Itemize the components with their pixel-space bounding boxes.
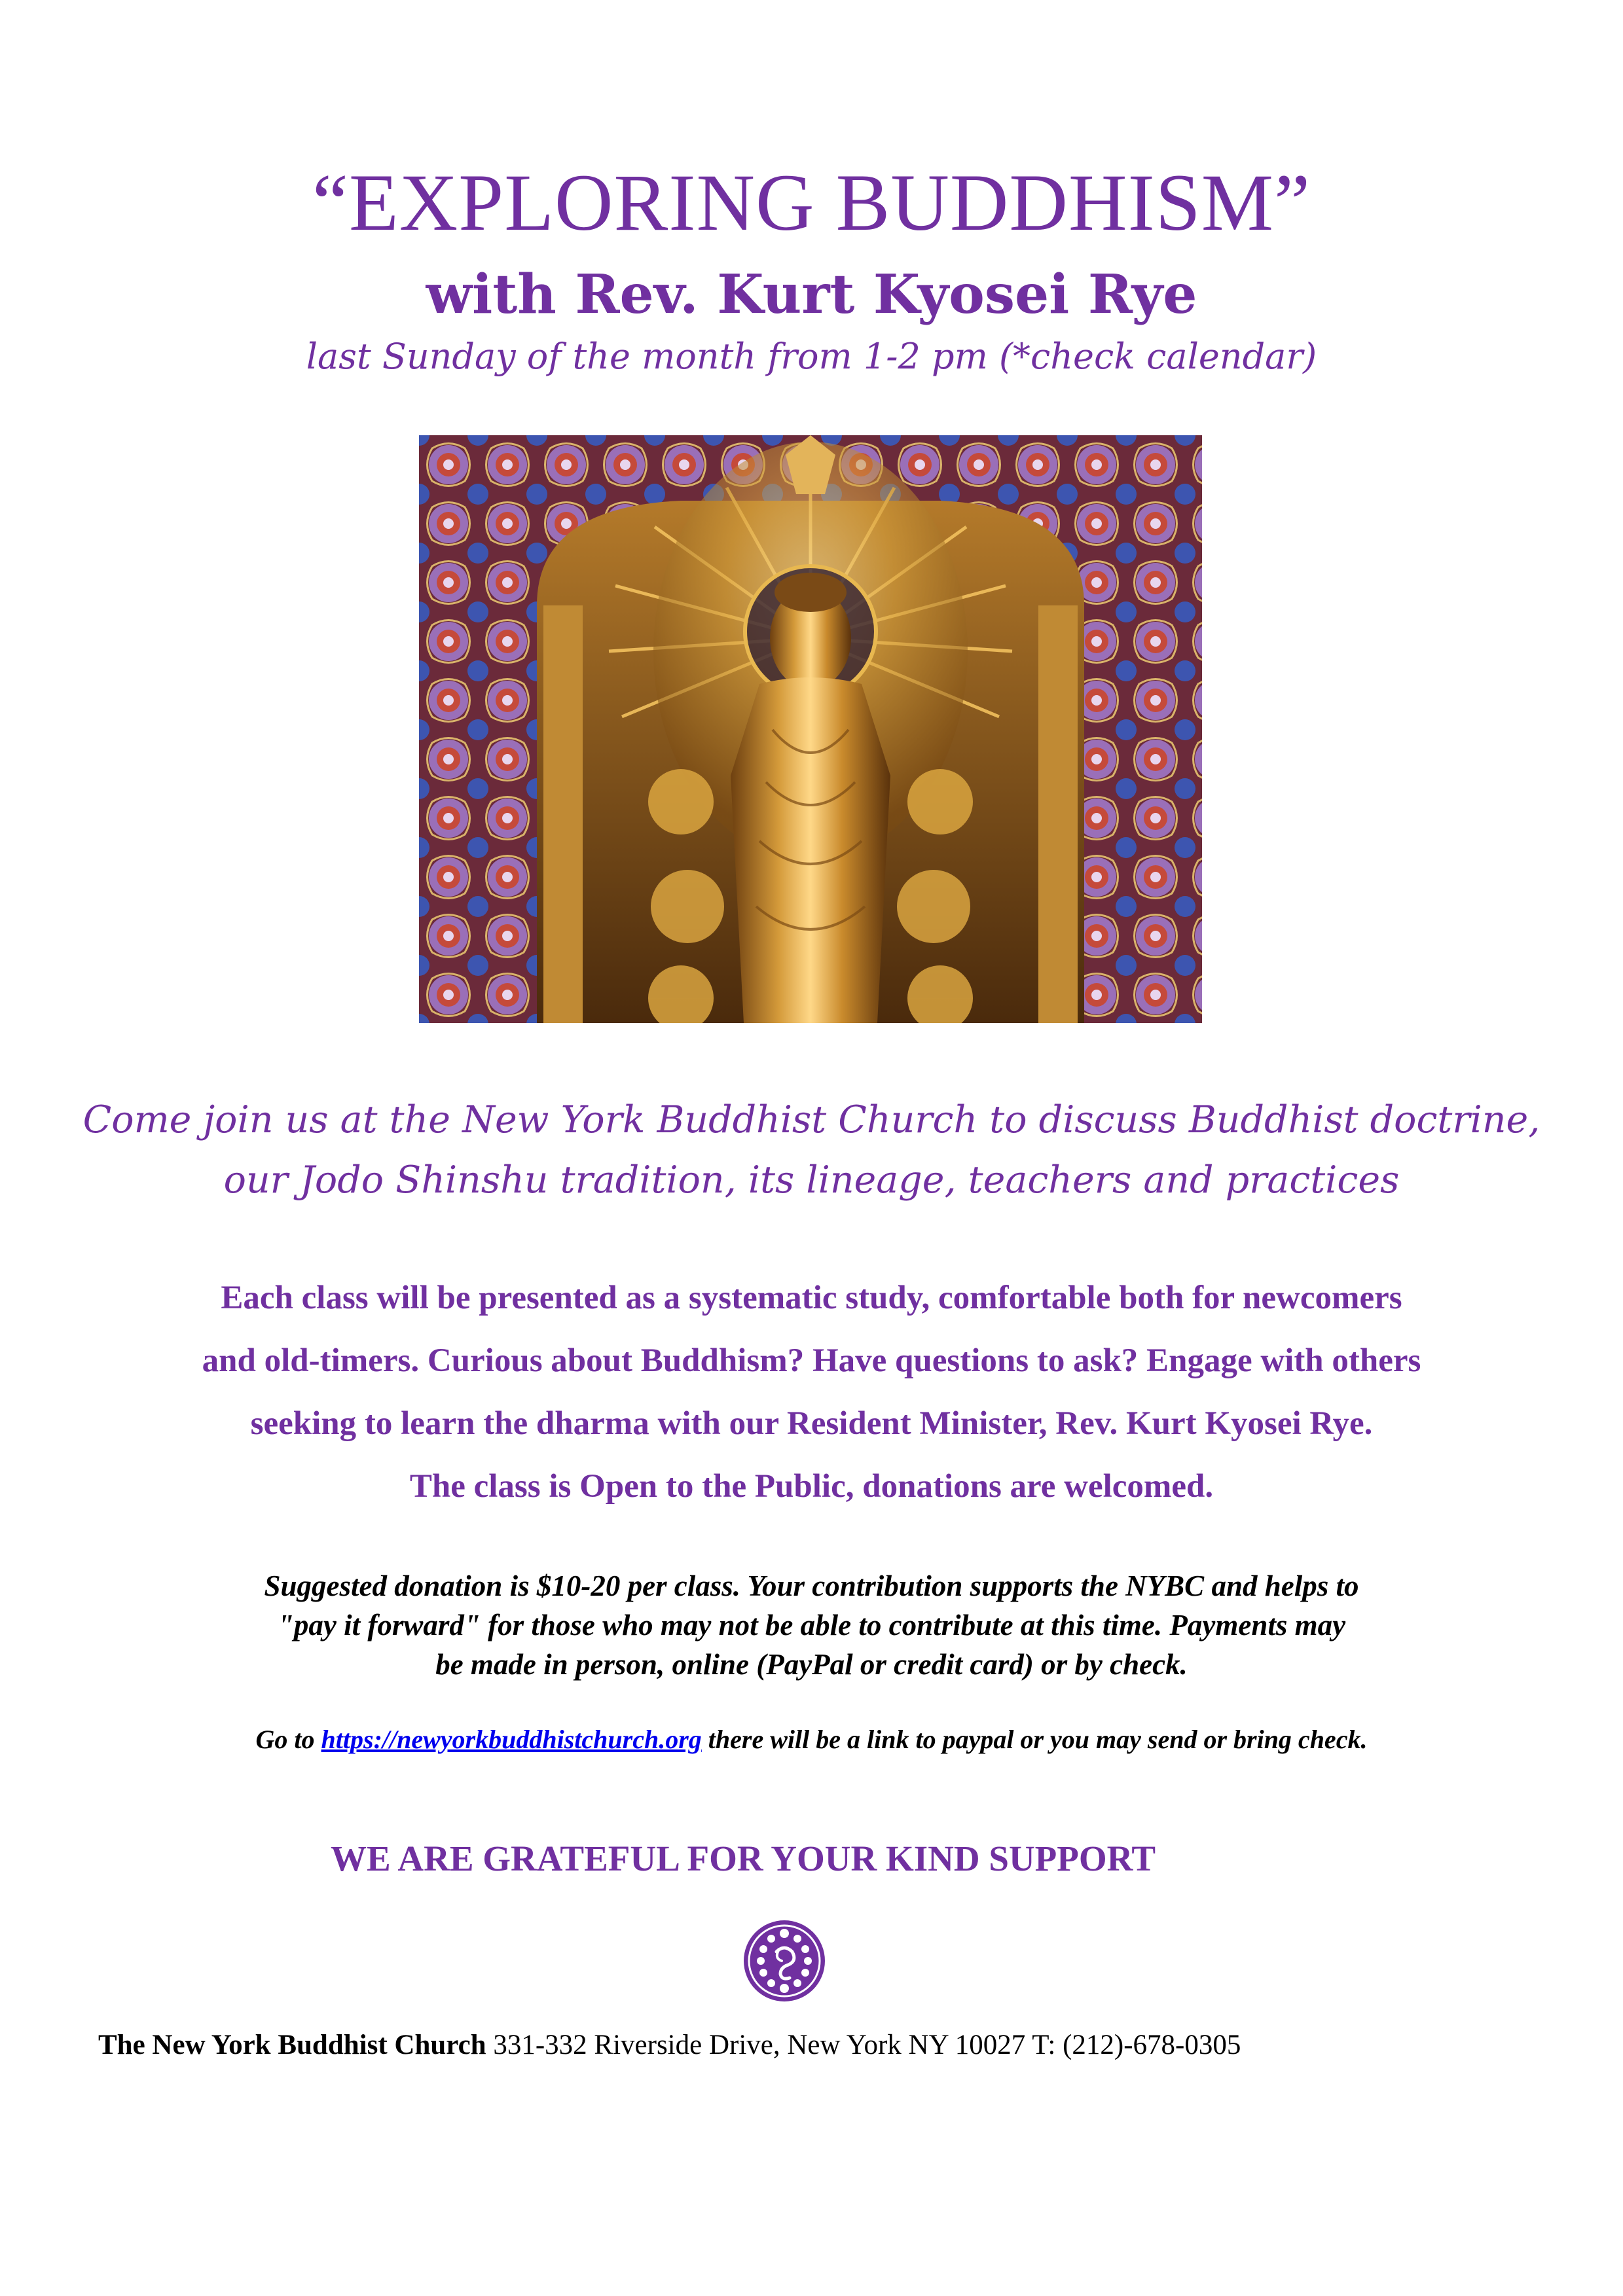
website-instructions [0, 1721, 1623, 1757]
schedule-text: last Sunday of the month from 1-2 pm (*check calendar) [306, 336, 1317, 377]
invitation-line: our Jodo Shinshu tradition, its lineage, teachers and practices [223, 1158, 1400, 1202]
donation-line: Suggested donation is $10-20 per class. Your contribution supports the NYBC and helps to [264, 1570, 1359, 1602]
gratitude-heading: WE ARE GRATEFUL FOR YOUR KIND SUPPORT [331, 1839, 1156, 1878]
invitation-line: Come join us at the New York Buddhist Church to discuss Buddhist doctrine, [82, 1098, 1541, 1141]
page-title: “EXPLORING BUDDHISM” [312, 158, 1311, 247]
donation-text [0, 1566, 1623, 1684]
donation-line: "pay it forward" for those who may not be able to contribute at this time. Payments may [277, 1609, 1346, 1641]
subtitle: with Rev. Kurt Kyosei Rye [426, 263, 1197, 326]
description-line: The class is Open to the Public, donations are welcomed. [409, 1468, 1214, 1505]
description-line: Each class will be presented as a systematic study, comfortable both for newcomers [221, 1280, 1402, 1316]
website-link[interactable]: https://newyorkbuddhistchurch.org [321, 1725, 702, 1754]
footer-org-name: The New York Buddhist Church [98, 2030, 486, 2060]
description-line: seeking to learn the dharma with our Resident Minister, Rev. Kurt Kyosei Rye. [250, 1405, 1373, 1442]
footer-address: 331-332 Riverside Drive, New York NY 10027 T: (212)-678-0305 [486, 2030, 1241, 2060]
invitation-text [0, 1090, 1623, 1210]
donation-line: be made in person, online (PayPal or credit card) or by check. [435, 1648, 1188, 1681]
footer-contact [98, 2026, 1241, 2065]
description-line: and old-timers. Curious about Buddhism? Have questions to ask? Engage with others [202, 1342, 1421, 1379]
goto-suffix: there will be a link to paypal or you may send or bring check. [701, 1725, 1368, 1754]
class-description [0, 1266, 1623, 1518]
buddha-statue-image [419, 435, 1202, 1023]
wisteria-crest-icon [742, 1919, 826, 2003]
goto-prefix: Go to [255, 1725, 321, 1754]
